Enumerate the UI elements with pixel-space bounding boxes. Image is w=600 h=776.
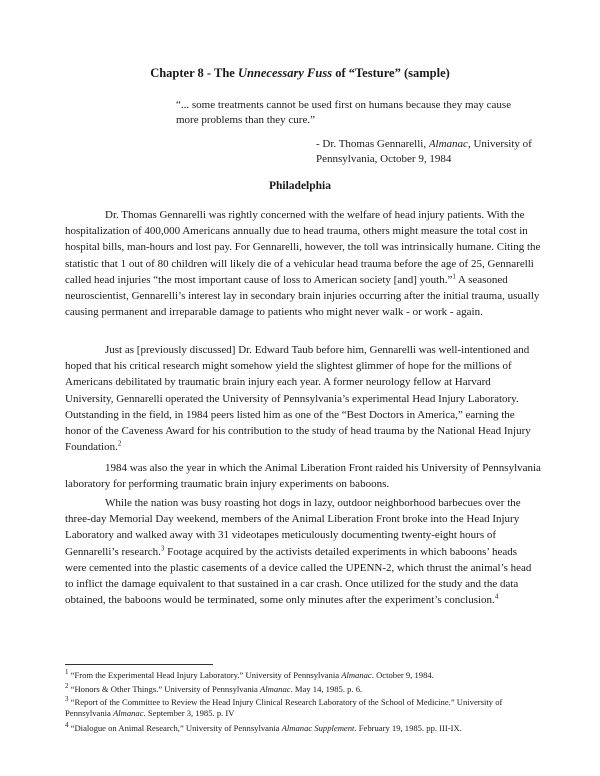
body-paragraph: While the nation was busy roasting hot dogs in lazy, outdoor neighborhood barbecues over the three-day Memorial Day weekend, members of the Animal Liberation Front broke into the Head Injury Laboratory and walked away with 31 videotapes meticulously documenting twenty-eight hours of Gennarelli’s research.$^3$ Footage acquired by the activists detailed experiments in which baboons’ heads were cemented into the plastic casements of a device called the UPENN-2, which thrust the animal’s head to inflict the damage equivalent to that sustained in a car crash. Once utilized for the study and the data obtained, the baboons would be terminated, some only minutes after the experiment’s conclusion.$^4$ xyxy=(65,497,532,607)
chapter-title: Chapter 8 - The Unnecessary Fuss of “Testure” (sample) xyxy=(150,66,450,80)
body-paragraph: 1984 was also the year in which the Animal Liberation Front raided his University of Pennsylvania laboratory for performing traumatic brain injury experiments on baboons. xyxy=(65,462,541,491)
title-italic: Unnecessary Fuss xyxy=(237,66,333,80)
footnote: $^3$ “Report of the Committee to Review the Head Injury Clinical Research Laboratory of the School of Medicine.” University of Pennsylvania Almanac. September 3, 1985. p. IV xyxy=(65,695,503,718)
epigraph-quote: “... some treatments cannot be used first on humans because they may cause more problems than they cure.” xyxy=(176,99,512,126)
footnote-ref: 4 xyxy=(494,592,499,601)
body-paragraph: Just as [previously discussed] Dr. Edward Taub before him, Gennarelli was well-intentioned and hoped that his critical research might somehow yield the slightest glimmer of hope for the millions of Americans debilitated by traumatic brain injury each year. A former neurology fellow at Harvard University, Gennarelli operated the University of Pennsylvania’s experimental Head Injury Laboratory. Outstanding in the field, in 1984 peers listed him as one of the “Best Doctors in America,” earning the honor of the Caveness Award for his contribution to the study of head trauma by the National Head Injury Foundation.$^2$ xyxy=(65,344,531,454)
footnote: $^2$ “Honors & Other Things.” University of Pennsylvania Almanac. May 14, 1985. p. 6. xyxy=(65,682,363,694)
footnote-divider xyxy=(65,664,213,665)
body-paragraph: Dr. Thomas Gennarelli was rightly concerned with the welfare of head injury patients. With the hospitalization of 400,000 Americans annually due to head trauma, others might measure the total cost in hospital bills, man-hours and lost pay. For Gennarelli, however, the toll was intrinsically humane. Citing the statistic that 1 out of 80 children will likely die of a vehicular head trauma before the age of 25, Gennarelli called head injuries “the most important cause of loss to American society [and] youth.”$^1$ A seasoned neuroscientist, Gennarelli’s interest lay in secondary brain injuries occurring after the initial trauma, usually causing permanent and irreparable damage to patients who might never walk - or work - again. xyxy=(65,209,541,319)
footnote-ref: 3 xyxy=(160,543,165,552)
footnote: $^4$ “Dialogue on Animal Research,” University of Pennsylvania Almanac Supplement. February 19, 1985. pp. III-IX. xyxy=(65,721,462,733)
section-heading: Philadelphia xyxy=(269,180,331,192)
footnote: $^1$ “From the Experimental Head Injury Laboratory.” University of Pennsylvania Almanac. October 9, 1984. xyxy=(65,668,434,680)
footnote-ref: 1 xyxy=(452,272,456,281)
epigraph-attribution: - Dr. Thomas Gennarelli, Almanac, University of Pennsylvania, October 9, 1984 xyxy=(316,138,532,165)
footnote-ref: 2 xyxy=(117,439,122,448)
